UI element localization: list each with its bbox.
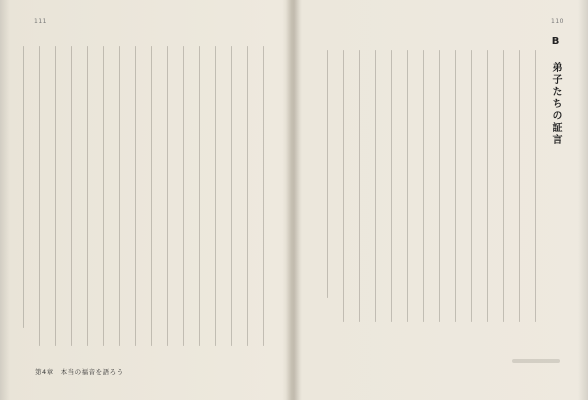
right-text-column (391, 50, 392, 322)
left-text-column (183, 46, 184, 346)
left-text-column (87, 46, 88, 346)
left-text-column (151, 46, 152, 346)
left-text-column (263, 46, 264, 346)
faint-footer-mark (512, 359, 560, 363)
left-text-column (215, 46, 216, 346)
left-page-number: 111 (34, 18, 47, 25)
left-text-column (71, 46, 72, 346)
left-text-column (247, 46, 248, 346)
right-text-column (375, 50, 376, 322)
left-text-column (199, 46, 200, 346)
left-text-column (119, 46, 120, 346)
right-text-column (439, 50, 440, 322)
left-text-column (103, 46, 104, 346)
right-text-column (471, 50, 472, 322)
right-text-column (503, 50, 504, 322)
left-page (0, 0, 292, 400)
left-text-column (23, 46, 24, 328)
right-text-column (343, 50, 344, 322)
left-text-column (39, 46, 40, 346)
right-text-column (423, 50, 424, 322)
left-text-column (167, 46, 168, 346)
right-text-column (487, 50, 488, 322)
left-text-column (55, 46, 56, 346)
chapter-footer: 第4章 本当の福音を語ろう (35, 368, 124, 376)
right-text-column (455, 50, 456, 322)
left-text-column (135, 46, 136, 346)
right-text-column (535, 50, 536, 322)
right-text-column (327, 50, 328, 298)
right-page-number: 110 (551, 18, 564, 25)
right-text-column (359, 50, 360, 322)
right-page (296, 0, 588, 400)
section-heading: B 弟子たちの証言 (550, 36, 561, 146)
left-text-column (231, 46, 232, 346)
right-text-column (407, 50, 408, 322)
right-text-column (519, 50, 520, 322)
